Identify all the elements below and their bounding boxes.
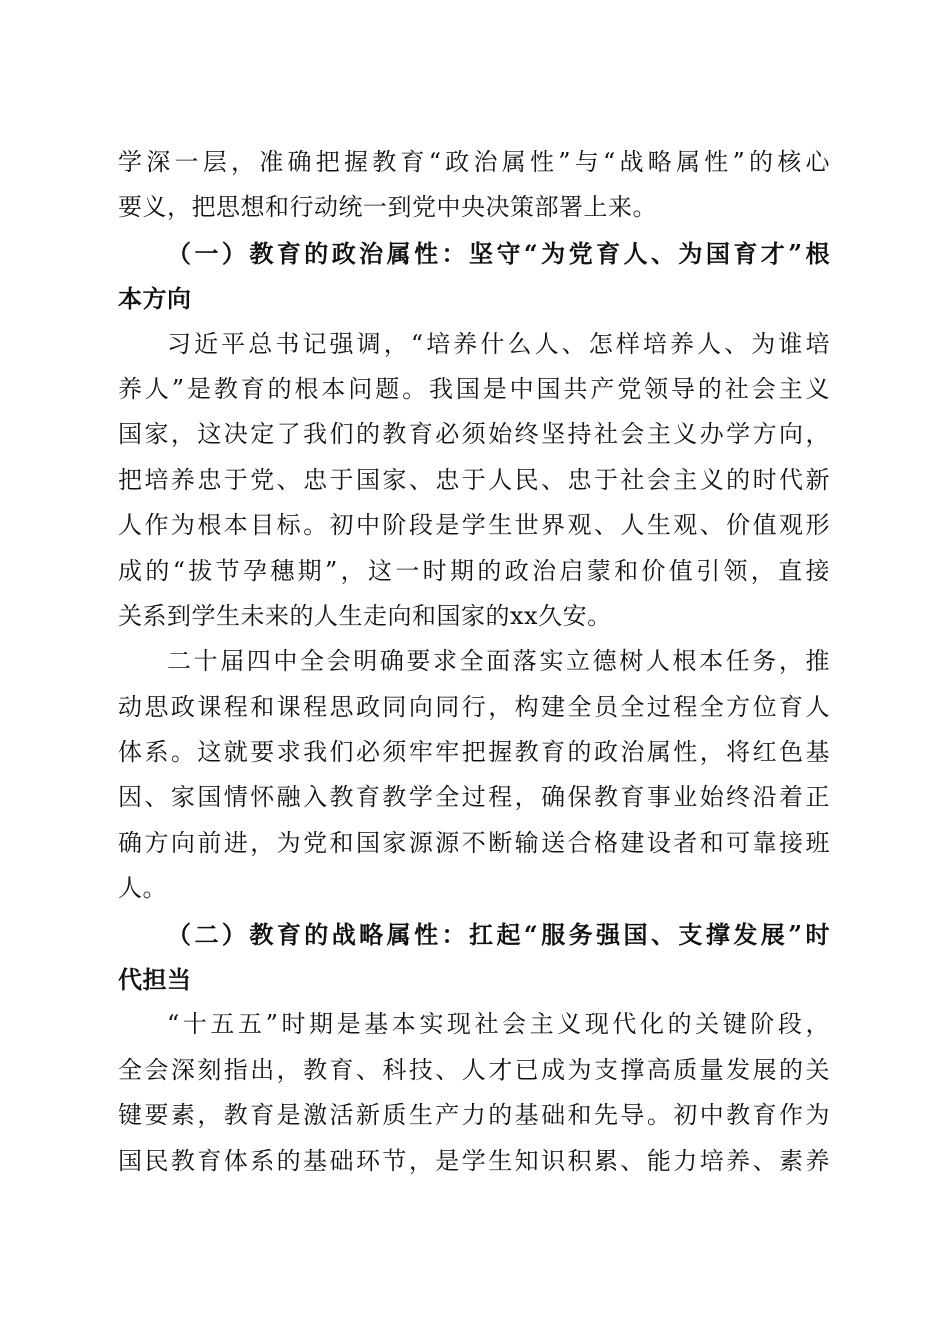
body-paragraph <box>118 639 830 911</box>
text-line: 全会深刻指出，教育、科技、人才已成为支撑高质量发展的关 <box>118 1055 830 1084</box>
text-line: 确方向前进，为党和国家源源不断输送合格建设者和可靠接班 <box>118 828 830 857</box>
document-page <box>118 140 830 1184</box>
text-line: 要义，把思想和行动统一到党中央决策部署上来。 <box>118 193 657 222</box>
text-line: 键要素，教育是激活新质生产力的基础和先导。初中教育作为 <box>118 1101 830 1130</box>
text-line: 人作为根本目标。初中阶段是学生世界观、人生观、价值观形 <box>118 511 830 540</box>
text-line: 体系。这就要求我们必须牢牢把握教育的政治属性，将红色基 <box>118 738 830 767</box>
section-heading <box>118 231 830 322</box>
text-line: 习近平总书记强调，“培养什么人、怎样培养人、为谁培 <box>167 329 830 358</box>
text-line: 关系到学生未来的人生走向和国家的xx久安。 <box>118 601 612 630</box>
text-line: 二十届四中全会明确要求全面落实立德树人根本任务，推 <box>167 647 830 676</box>
body-paragraph <box>118 322 830 640</box>
text-line: 把培养忠于党、忠于国家、忠于人民、忠于社会主义的时代新 <box>118 465 830 494</box>
text-line: 代担当 <box>118 965 192 995</box>
body-paragraph <box>118 140 830 231</box>
text-line: 养人”是教育的根本问题。我国是中国共产党领导的社会主义 <box>118 374 830 403</box>
text-line: 因、家国情怀融入教育教学全过程，确保教育事业始终沿着正 <box>118 783 830 812</box>
text-line: “十五五”时期是基本实现社会主义现代化的关键阶段， <box>167 1010 830 1039</box>
text-line: （一）教育的政治属性：坚守“为党育人、为国育才”根 <box>167 238 830 268</box>
text-line: 动思政课程和课程思政同向同行，构建全员全过程全方位育人 <box>118 692 830 721</box>
text-line: 国民教育体系的基础环节，是学生知识积累、能力培养、素养 <box>118 1146 830 1175</box>
text-line: 国家，这决定了我们的教育必须始终坚持社会主义办学方向， <box>118 420 830 449</box>
text-line: 本方向 <box>118 284 192 314</box>
text-line: （二）教育的战略属性：扛起“服务强国、支撑发展”时 <box>167 919 830 949</box>
text-line: 人。 <box>118 874 167 903</box>
section-heading <box>118 912 830 1003</box>
text-line: 学深一层，准确把握教育“政治属性”与“战略属性”的核心 <box>118 148 830 176</box>
body-paragraph <box>118 1002 830 1184</box>
text-line: 成的“拔节孕穗期”，这一时期的政治启蒙和价值引领，直接 <box>118 556 830 585</box>
